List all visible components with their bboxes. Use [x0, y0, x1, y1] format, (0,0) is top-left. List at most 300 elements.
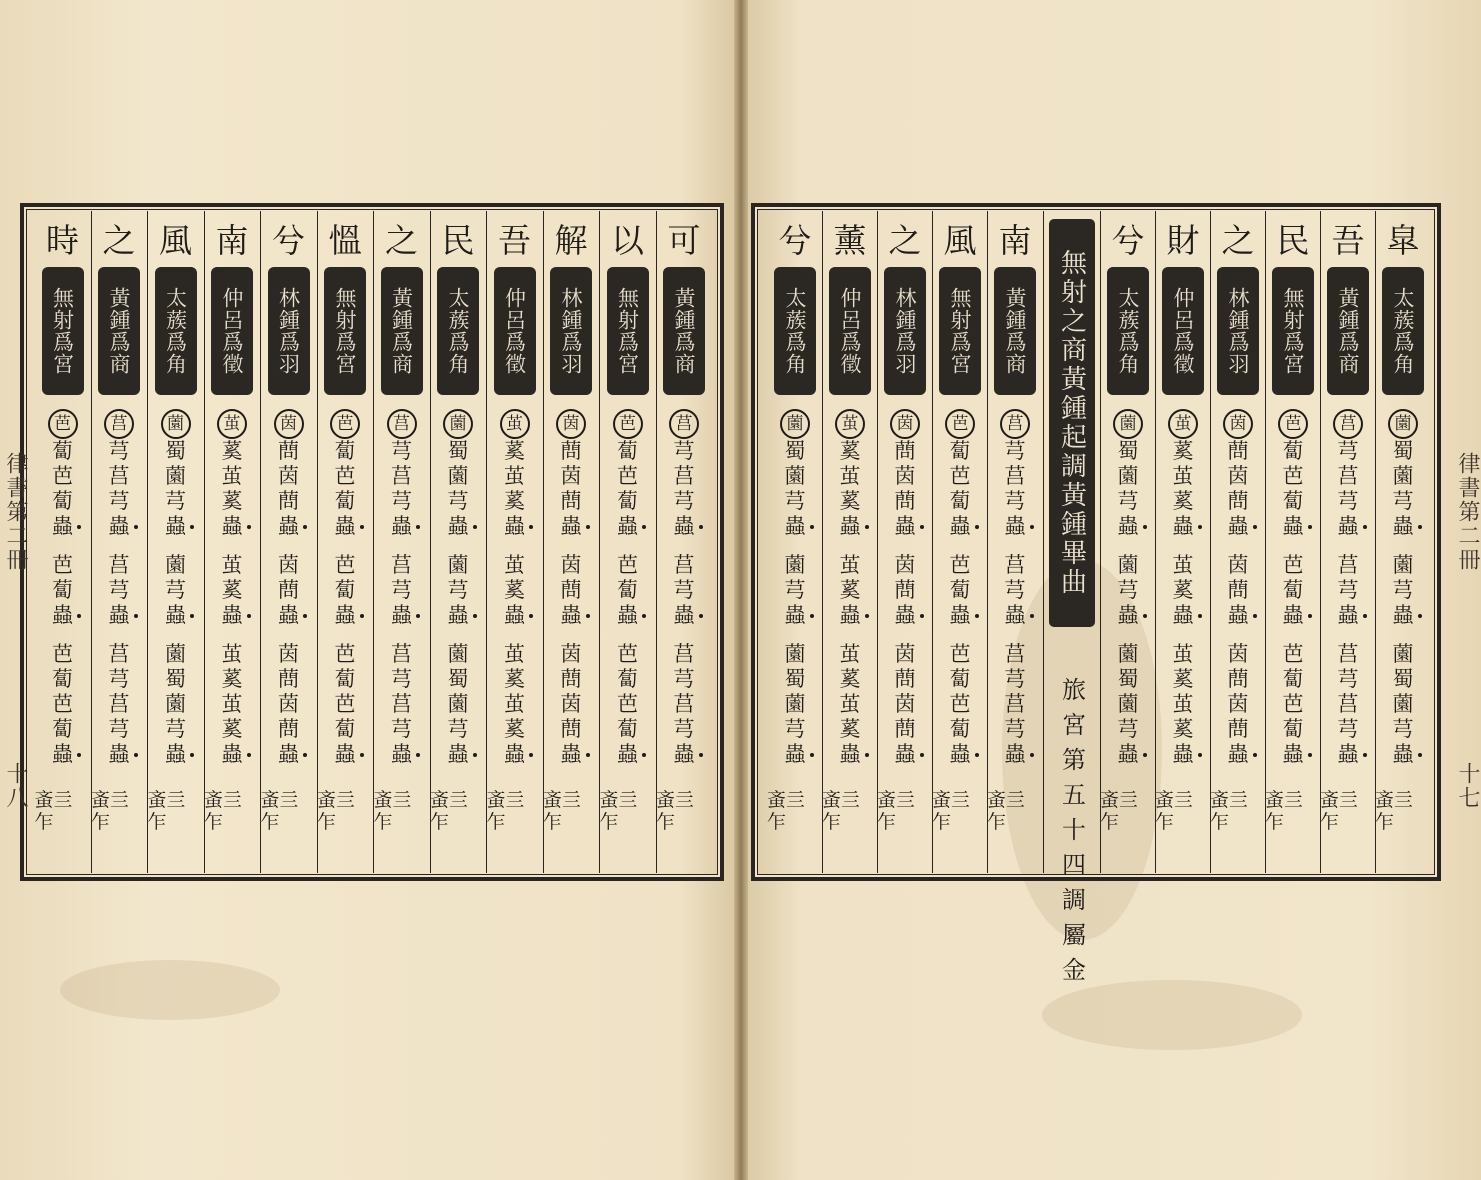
notation-glyph: 芎 [1004, 439, 1026, 463]
pitch-label: 仲呂爲徵 [211, 267, 253, 395]
instrument-marker: 蚉亖乍 [767, 789, 806, 833]
notation-glyph: 蟲 [334, 742, 356, 766]
notation-glyph: 蔄 [894, 717, 916, 741]
notation-glyph: 薗 [447, 553, 469, 577]
pitch-label: 林鍾爲羽 [884, 267, 926, 395]
notation-glyph: 芭 [334, 692, 356, 716]
notation-glyph: 蔔 [617, 578, 638, 602]
notation-glyph: 蟲 [447, 514, 469, 538]
pitch-label: 無射爲宮 [607, 267, 649, 395]
notation-glyph: 蟲 [949, 514, 971, 538]
notation-glyph: 薗 [784, 464, 806, 488]
notation-glyph: 蔄 [1227, 578, 1249, 602]
notation-group [278, 642, 299, 767]
notation-glyph: 芭 [617, 642, 638, 666]
notation-glyph: 芎 [165, 489, 186, 513]
notation-glyph: 芎 [673, 439, 695, 463]
notation-glyph: 蟲 [278, 603, 299, 627]
notation-glyph: 茧 [221, 553, 243, 577]
book-gutter [734, 0, 748, 1180]
instrument-marker: 蚉亖乍 [1210, 789, 1249, 833]
notation-glyph: 芎 [1337, 578, 1359, 602]
notation-glyph: 莒 [391, 553, 412, 577]
notation-glyph: 芎 [673, 717, 695, 741]
notation-glyph: 芎 [391, 489, 412, 513]
notation-glyph: 蔄 [894, 667, 916, 691]
notation-glyph: 薗 [1388, 409, 1418, 439]
notation-glyph: 蟲 [673, 742, 695, 766]
notation-glyph: 蔔 [1282, 489, 1304, 513]
score-column [317, 211, 373, 873]
notation-group [1393, 642, 1414, 767]
score-column [767, 211, 823, 873]
notation-glyph: 蔄 [1227, 439, 1249, 463]
notation-glyph: 茧 [1172, 464, 1194, 488]
notation-glyph: 蟲 [1337, 742, 1359, 766]
left-page-frame [20, 203, 724, 881]
notation-group [448, 553, 469, 628]
pitch-label: 太蔟爲角 [155, 267, 197, 395]
notation-glyph: 莒 [108, 464, 130, 488]
notation-group [335, 642, 356, 767]
notation-glyph: 蟲 [1282, 514, 1304, 538]
notation-glyph: 蒵 [221, 489, 243, 513]
notation-glyph: 蟲 [52, 603, 73, 627]
notation-glyph: 蟲 [894, 603, 916, 627]
notation-glyph: 芎 [1004, 489, 1026, 513]
notation-glyph: 蒵 [221, 717, 243, 741]
notation-glyph: 茵 [1227, 553, 1249, 577]
notation-glyph: 芭 [334, 553, 356, 577]
lyric-character: 兮 [1111, 221, 1145, 260]
notation-glyph: 茵 [274, 409, 304, 439]
instrument-marker: 蚉亖乍 [147, 789, 186, 833]
notation-glyph: 蒵 [839, 578, 861, 602]
notation-glyph: 茧 [839, 642, 861, 666]
notation-glyph: 芭 [334, 464, 356, 488]
notation-glyph: 蟲 [278, 514, 299, 538]
notation-glyph: 蔔 [334, 667, 356, 691]
notation-glyph: 蜀 [165, 439, 186, 463]
notation-group [1338, 553, 1359, 628]
notation-glyph: 蜀 [165, 667, 186, 691]
notation-glyph: 茵 [560, 553, 582, 577]
instrument-marker: 蚉亖乍 [599, 789, 638, 833]
lyric-character: 以 [611, 221, 644, 260]
notation-glyph: 蟲 [108, 514, 130, 538]
score-column [1210, 211, 1266, 873]
notation-glyph: 芎 [673, 578, 695, 602]
notation-glyph: 蔄 [560, 717, 582, 741]
notation-glyph: 芎 [1392, 578, 1414, 602]
notation-glyph: 芎 [108, 578, 130, 602]
notation-glyph: 芎 [1004, 578, 1026, 602]
pitch-label: 黃鍾爲商 [663, 267, 705, 395]
score-column [261, 211, 317, 873]
pitch-label: 仲呂爲徵 [829, 267, 871, 395]
instrument-marker: 蚉亖乍 [204, 789, 243, 833]
score-column [204, 211, 260, 873]
notation-group [1228, 553, 1249, 628]
notation-group [1113, 409, 1143, 539]
notation-group [1278, 409, 1308, 539]
pitch-label: 無射爲宮 [1272, 267, 1314, 395]
notation-glyph: 芎 [1392, 489, 1414, 513]
notation-glyph: 蟲 [894, 742, 916, 766]
mode-subtitle: 旅宮第五十四調屬金 [1057, 677, 1086, 992]
notation-glyph: 芭 [48, 409, 78, 439]
notation-group [1338, 642, 1359, 767]
notation-glyph: 薗 [1392, 464, 1414, 488]
pitch-label: 太蔟爲角 [774, 267, 816, 395]
notation-glyph: 蟲 [1392, 603, 1414, 627]
notation-glyph: 蔄 [278, 489, 299, 513]
notation-group [840, 642, 861, 767]
notation-glyph: 蟲 [504, 514, 525, 538]
notation-glyph: 蒵 [1172, 667, 1194, 691]
notation-glyph: 蒵 [504, 489, 525, 513]
notation-glyph: 薗 [1113, 409, 1143, 439]
notation-glyph: 莒 [673, 642, 695, 666]
lyric-character: 南 [215, 221, 249, 260]
notation-group [1223, 409, 1253, 539]
notation-glyph: 芎 [447, 578, 469, 602]
notation-glyph: 蔄 [560, 439, 582, 463]
notation-glyph: 芎 [1004, 667, 1026, 691]
notation-glyph: 莒 [1337, 642, 1359, 666]
notation-glyph: 蔔 [334, 489, 356, 513]
notation-glyph: 茧 [839, 692, 861, 716]
lyric-character: 兮 [272, 221, 305, 260]
notation-glyph: 茵 [894, 642, 916, 666]
notation-glyph: 芭 [1282, 642, 1304, 666]
notation-group [617, 642, 638, 767]
instrument-marker: 蚉亖乍 [317, 789, 356, 833]
notation-glyph: 莒 [1337, 464, 1359, 488]
notation-group [780, 409, 810, 539]
notation-glyph: 蟲 [1282, 742, 1304, 766]
instrument-marker: 蚉亖乍 [877, 789, 916, 833]
notation-group [950, 553, 971, 628]
notation-group [669, 409, 699, 539]
notation-glyph: 茵 [278, 553, 299, 577]
score-column [1375, 211, 1431, 873]
notation-glyph: 芎 [784, 489, 806, 513]
paper-stain [60, 960, 280, 1020]
notation-glyph: 芎 [784, 578, 806, 602]
notation-glyph: 芎 [1337, 489, 1359, 513]
notation-group [785, 553, 806, 628]
notation-glyph: 莒 [673, 553, 695, 577]
notation-group [895, 553, 916, 628]
notation-glyph: 茵 [1227, 642, 1249, 666]
notation-glyph: 芎 [1392, 717, 1414, 741]
notation-glyph: 茵 [560, 464, 582, 488]
notation-glyph: 蒵 [839, 667, 861, 691]
notation-glyph: 蟲 [1227, 742, 1249, 766]
pitch-label: 無射爲宮 [939, 267, 981, 395]
notation-glyph: 蒵 [504, 439, 525, 463]
notation-glyph: 芎 [165, 717, 186, 741]
score-column [656, 211, 712, 873]
notation-group [617, 553, 638, 628]
notation-group [222, 642, 243, 767]
notation-glyph: 莒 [669, 409, 699, 439]
lyric-character: 風 [943, 221, 977, 260]
notation-glyph: 芎 [1337, 667, 1359, 691]
notation-glyph: 茧 [504, 692, 525, 716]
lyric-character: 民 [1276, 221, 1310, 260]
notation-glyph: 蟲 [108, 603, 130, 627]
notation-glyph: 薗 [165, 553, 186, 577]
notation-glyph: 蔄 [894, 439, 916, 463]
notation-glyph: 茧 [839, 464, 861, 488]
notation-glyph: 薗 [1117, 692, 1139, 716]
lyric-character: 之 [1221, 221, 1255, 260]
instrument-marker: 蚉亖乍 [91, 789, 130, 833]
lyric-character: 薰 [833, 221, 867, 260]
notation-glyph: 薗 [165, 692, 186, 716]
right-folio-number: 十七 [1455, 762, 1480, 810]
notation-glyph: 蔔 [949, 489, 971, 513]
pitch-label: 太蔟爲角 [1107, 267, 1149, 395]
notation-glyph: 茵 [560, 642, 582, 666]
notation-glyph: 薗 [780, 409, 810, 439]
notation-glyph: 蔔 [334, 578, 356, 602]
notation-glyph: 蟲 [504, 603, 525, 627]
notation-glyph: 茵 [894, 692, 916, 716]
notation-glyph: 蟲 [108, 742, 130, 766]
score-column [91, 211, 147, 873]
notation-glyph: 蔄 [560, 667, 582, 691]
notation-glyph: 蟲 [617, 742, 638, 766]
notation-glyph: 芎 [391, 717, 412, 741]
notation-glyph: 莒 [673, 464, 695, 488]
notation-glyph: 蔄 [894, 578, 916, 602]
instrument-marker: 蚉亖乍 [1265, 789, 1304, 833]
notation-glyph: 莒 [108, 553, 130, 577]
notation-glyph: 蟲 [673, 514, 695, 538]
notation-glyph: 蟲 [165, 742, 186, 766]
notation-glyph: 茧 [221, 464, 243, 488]
notation-glyph: 薗 [784, 642, 806, 666]
notation-group [161, 409, 191, 539]
notation-group [1228, 642, 1249, 767]
notation-glyph: 芎 [108, 489, 130, 513]
notation-group [391, 642, 412, 767]
notation-glyph: 莒 [673, 692, 695, 716]
instrument-marker: 蚉亖乍 [1100, 789, 1139, 833]
notation-glyph: 蔄 [1227, 717, 1249, 741]
notation-glyph: 蟲 [839, 514, 861, 538]
notation-glyph: 蔔 [334, 717, 356, 741]
score-column [543, 211, 599, 873]
notation-glyph: 蜀 [784, 439, 806, 463]
notation-glyph: 芎 [108, 667, 130, 691]
notation-glyph: 蔄 [560, 578, 582, 602]
notation-glyph: 蒵 [221, 578, 243, 602]
notation-glyph: 蟲 [617, 603, 638, 627]
notation-glyph: 蜀 [447, 667, 469, 691]
notation-glyph: 茵 [560, 692, 582, 716]
lyric-character: 皐 [1386, 221, 1420, 260]
notation-glyph: 蔔 [52, 717, 73, 741]
notation-glyph: 茵 [1223, 409, 1253, 439]
notation-glyph: 蟲 [52, 514, 73, 538]
notation-glyph: 蟲 [839, 742, 861, 766]
score-column [487, 211, 543, 873]
notation-glyph: 蟲 [1004, 742, 1026, 766]
notation-group [840, 553, 861, 628]
notation-glyph: 蟲 [839, 603, 861, 627]
notation-glyph: 蒵 [504, 667, 525, 691]
notation-glyph: 蔔 [617, 667, 638, 691]
notation-glyph: 茧 [500, 409, 530, 439]
notation-glyph: 蟲 [1172, 603, 1194, 627]
notation-glyph: 茵 [894, 553, 916, 577]
notation-glyph: 薗 [443, 409, 473, 439]
notation-group [835, 409, 865, 539]
notation-glyph: 芭 [1282, 692, 1304, 716]
notation-glyph: 芎 [784, 717, 806, 741]
notation-group [504, 553, 525, 628]
pitch-label: 仲呂爲徵 [494, 267, 536, 395]
pitch-label: 林鍾爲羽 [1217, 267, 1259, 395]
lyric-character: 吾 [1331, 221, 1365, 260]
lyric-character: 之 [385, 221, 418, 260]
notation-group [1173, 553, 1194, 628]
notation-glyph: 蟲 [1392, 514, 1414, 538]
instrument-marker: 蚉亖乍 [822, 789, 861, 833]
notation-group [52, 642, 73, 767]
notation-group [165, 642, 186, 767]
notation-glyph: 薗 [1392, 642, 1414, 666]
notation-glyph: 芎 [1117, 717, 1139, 741]
pitch-label: 太蔟爲角 [437, 267, 479, 395]
notation-glyph: 蔄 [278, 717, 299, 741]
notation-glyph: 蔄 [278, 578, 299, 602]
notation-glyph: 蒵 [839, 439, 861, 463]
notation-group [443, 409, 473, 539]
instrument-marker: 蚉亖乍 [260, 789, 299, 833]
notation-glyph: 莒 [108, 692, 130, 716]
notation-group [785, 642, 806, 767]
notation-group [1005, 642, 1026, 767]
notation-group [165, 553, 186, 628]
notation-glyph: 莒 [1004, 692, 1026, 716]
mode-title-column [1044, 211, 1100, 992]
pitch-label: 太蔟爲角 [1382, 267, 1424, 395]
instrument-marker: 蚉亖乍 [1155, 789, 1194, 833]
notation-group [556, 409, 586, 539]
notation-glyph: 芭 [949, 464, 971, 488]
notation-glyph: 蟲 [165, 514, 186, 538]
right-page-frame [751, 203, 1441, 992]
notation-glyph: 蟲 [334, 603, 356, 627]
notation-glyph: 茵 [1227, 692, 1249, 716]
score-column [932, 211, 988, 873]
notation-glyph: 莒 [1337, 692, 1359, 716]
lyric-character: 民 [441, 221, 475, 260]
notation-glyph: 蟲 [1004, 603, 1026, 627]
notation-glyph: 蒵 [1172, 578, 1194, 602]
notation-glyph: 蔔 [949, 717, 971, 741]
instrument-marker: 蚉亖乍 [1375, 789, 1414, 833]
instrument-marker: 蚉亖乍 [373, 789, 412, 833]
notation-glyph: 茵 [278, 464, 299, 488]
notation-glyph: 莒 [1004, 642, 1026, 666]
notation-glyph: 蟲 [221, 603, 243, 627]
notation-glyph: 蟲 [894, 514, 916, 538]
notation-glyph: 蜀 [784, 667, 806, 691]
notation-glyph: 蔔 [617, 717, 638, 741]
notation-glyph: 茧 [1172, 642, 1194, 666]
notation-group [674, 642, 695, 767]
notation-glyph: 蟲 [1117, 742, 1139, 766]
notation-glyph: 莒 [1004, 553, 1026, 577]
notation-glyph: 蔔 [52, 667, 73, 691]
notation-glyph: 蟲 [221, 742, 243, 766]
notation-glyph: 芎 [1337, 439, 1359, 463]
notation-glyph: 芭 [617, 464, 638, 488]
notation-group [448, 642, 469, 767]
notation-glyph: 芎 [673, 667, 695, 691]
notation-glyph: 莒 [1333, 409, 1363, 439]
score-column [1155, 211, 1211, 873]
notation-glyph: 蟲 [391, 742, 412, 766]
score-column [1100, 211, 1156, 873]
notation-glyph: 芎 [391, 439, 412, 463]
score-column [877, 211, 933, 873]
notation-glyph: 蔔 [52, 489, 73, 513]
notation-glyph: 薗 [1117, 553, 1139, 577]
notation-glyph: 蟲 [784, 742, 806, 766]
notation-group [217, 409, 247, 539]
notation-group [391, 553, 412, 628]
notation-group [330, 409, 360, 539]
notation-glyph: 莒 [1000, 409, 1030, 439]
notation-glyph: 蒵 [1172, 439, 1194, 463]
notation-glyph: 蒵 [221, 667, 243, 691]
notation-glyph: 蔔 [617, 489, 638, 513]
notation-glyph: 蟲 [391, 603, 412, 627]
notation-glyph: 芎 [391, 667, 412, 691]
notation-glyph: 茧 [217, 409, 247, 439]
notation-group [1393, 553, 1414, 628]
notation-glyph: 蔄 [560, 489, 582, 513]
notation-group [1333, 409, 1363, 539]
notation-glyph: 芎 [108, 717, 130, 741]
notation-group [1283, 642, 1304, 767]
notation-glyph: 蟲 [52, 742, 73, 766]
notation-glyph: 蟲 [673, 603, 695, 627]
notation-glyph: 蟲 [165, 603, 186, 627]
score-column [1265, 211, 1321, 873]
notation-glyph: 蔔 [52, 439, 73, 463]
score-column [600, 211, 656, 873]
notation-glyph: 莒 [391, 464, 412, 488]
notation-group [278, 553, 299, 628]
notation-group [1118, 553, 1139, 628]
notation-group [48, 409, 78, 539]
score-column [148, 211, 204, 873]
notation-glyph: 茧 [1168, 409, 1198, 439]
score-column [822, 211, 878, 873]
notation-glyph: 蟲 [560, 514, 582, 538]
notation-glyph: 莒 [104, 409, 134, 439]
notation-glyph: 蟲 [1227, 603, 1249, 627]
notation-glyph: 芎 [391, 578, 412, 602]
